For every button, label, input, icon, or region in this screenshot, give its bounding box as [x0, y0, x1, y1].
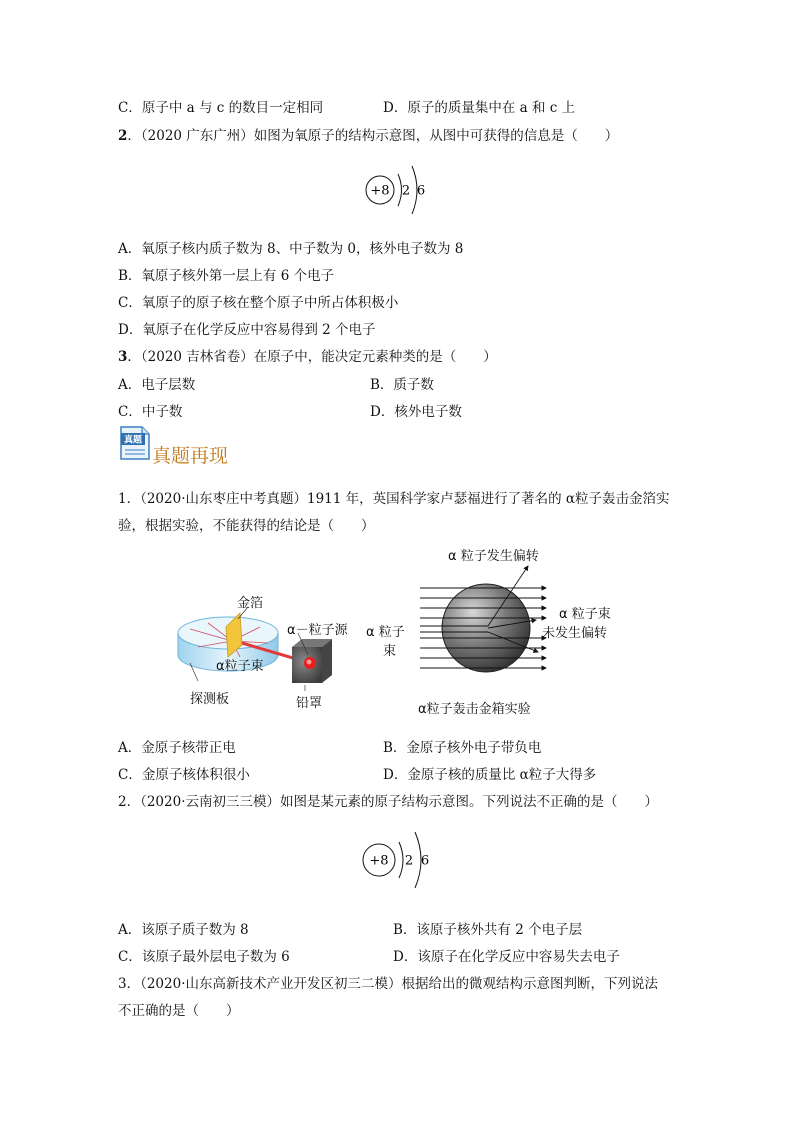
r1-stem-line1: 1．（2020·山东枣庄中考真题）1911 年，英国科学家卢瑟福进行了著名的 α粒子轰击金箔实: [118, 491, 670, 507]
shell-1-electrons: 2: [401, 183, 411, 199]
r3-stem-line1: 3．（2020·山东高新技术产业开发区初三二模）根据给出的微观结构示意图判断，下列说法: [118, 976, 658, 992]
label-undeflected-2: 未发生偏转: [542, 626, 608, 641]
label-undeflected-1: α 粒子束: [559, 607, 611, 622]
r2-option-b: B．该原子核外共有 2 个电子层: [393, 922, 583, 938]
q3-option-c: C．中子数: [118, 404, 183, 420]
r2-option-a: A．该原子质子数为 8: [118, 922, 249, 938]
shell-1-arc: [399, 842, 403, 878]
q2-number: 2: [118, 128, 128, 144]
icon-label: 真题: [123, 435, 143, 446]
document-icon: [118, 425, 152, 461]
label-beam-right-2: 束: [383, 644, 397, 659]
r1-option-c: C．金原子核体积很小: [118, 767, 250, 783]
label-gold-foil: 金箔: [237, 596, 264, 611]
q3-stem: [118, 345, 497, 365]
q2-option-c: C．氧原子的原子核在整个原子中所占体积极小: [118, 295, 399, 311]
oxygen-atom-diagram: [360, 160, 450, 222]
r1-option-a: A．金原子核带正电: [118, 740, 236, 756]
prev-option-c: C．原子中 a 与 c 的数目一定相同: [118, 100, 324, 116]
label-detector: 探测板: [190, 692, 230, 707]
r3-stem-line2: 不正确的是（ ）: [118, 1003, 240, 1019]
label-deflected: α 粒子发生偏转: [448, 549, 539, 564]
q2-stem: [118, 124, 618, 144]
r1-option-b: B．金原子核外电子带负电: [383, 740, 542, 756]
nucleus-charge: +8: [369, 853, 389, 869]
q2-stem-text: ．（2020 广东广州）如图为氧原子的结构示意图，从图中可获得的信息是（ ）: [127, 128, 619, 144]
q2-option-d: D．氧原子在化学反应中容易得到 2 个电子: [118, 322, 376, 338]
label-alpha-source: α－粒子源: [287, 623, 348, 638]
shell-2-electrons: 6: [420, 853, 430, 869]
q3-option-b: B．质子数: [370, 377, 434, 393]
prev-option-d: D．原子的质量集中在 a 和 c 上: [383, 100, 576, 116]
q2-option-a: A．氧原子核内质子数为 8、中子数为 0，核外电子数为 8: [118, 241, 464, 257]
r2-option-c: C．该原子最外层电子数为 6: [118, 949, 290, 965]
r1-option-d: D．金原子核的质量比 α粒子大得多: [383, 767, 597, 783]
r1-stem-line2: 验，根据实验，不能获得的结论是（ ）: [118, 518, 375, 534]
shell-2-electrons: 6: [416, 183, 426, 199]
r2-stem: 2．（2020·云南初三三模）如图是某元素的原子结构示意图。下列说法不正确的是（ ）: [118, 794, 658, 810]
q3-option-d: D．核外电子数: [370, 404, 462, 420]
figure-caption: α粒子轰击金箱实验: [418, 702, 531, 717]
section-title: 真题再现: [152, 445, 229, 467]
q3-number: 3: [118, 349, 128, 365]
q2-option-b: B．氧原子核外第一层上有 6 个电子: [118, 268, 335, 284]
nucleus-charge: +8: [370, 183, 390, 199]
label-beam-right-1: α 粒子: [366, 625, 405, 640]
q3-stem-text: ．（2020 吉林省卷）在原子中，能决定元素种类的是（ ）: [127, 349, 497, 365]
q3-option-a: A．电子层数: [118, 377, 196, 393]
label-lead-box: 铅罩: [296, 696, 323, 711]
shell-1-electrons: 2: [404, 853, 414, 869]
r2-option-d: D．该原子在化学反应中容易失去电子: [393, 949, 620, 965]
label-alpha-beam-left: α粒子束: [216, 659, 264, 674]
element-atom-diagram: [357, 826, 447, 894]
